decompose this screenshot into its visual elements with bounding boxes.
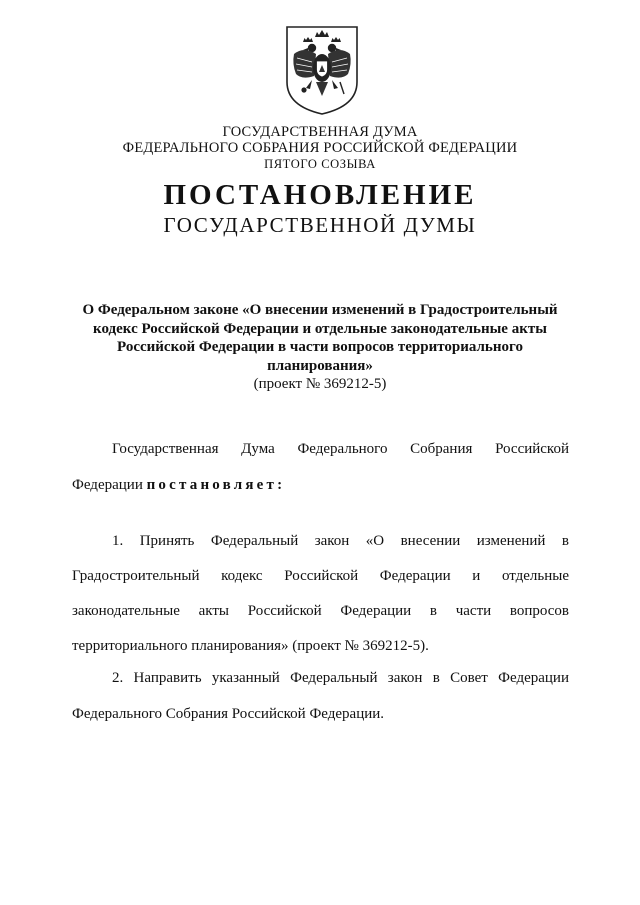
issuer-line-2: ФЕДЕРАЛЬНОГО СОБРАНИЯ РОССИЙСКОЙ ФЕДЕРАЦИИ: [122, 140, 518, 156]
document-subject: [70, 301, 570, 394]
project-number: (проект № 369212-5): [253, 376, 387, 392]
item-1-line-3: законодательные акты Российской Федерации в части вопросов: [72, 603, 569, 619]
issuer-line-1: ГОСУДАРСТВЕННАЯ ДУМА: [222, 124, 418, 140]
preamble-line-2: [72, 477, 569, 494]
item-1-line-2: Градостроительный кодекс Российской Федерации и отдельные: [72, 568, 569, 584]
subject-line: О Федеральном законе «О внесении изменений в Градостроительный: [82, 302, 558, 318]
document-type-subtitle: ГОСУДАРСТВЕННОЙ ДУМЫ: [163, 213, 477, 237]
convocation-line: ПЯТОГО СОЗЫВА: [264, 157, 376, 171]
preamble-text: Федерации: [72, 477, 147, 493]
russian-coat-of-arms-icon: [284, 24, 360, 116]
item-2-line-2: Федерального Собрания Российской Федерации.: [72, 706, 385, 722]
coat-of-arms-emblem: [284, 24, 360, 116]
preamble-colon: :: [277, 477, 286, 493]
resolves-keyword: постановляет: [146, 477, 278, 493]
subject-line: планирования»: [267, 357, 373, 374]
subject-line: Российской Федерации в части вопросов территориального: [117, 339, 523, 355]
preamble-line-1: Государственная Дума Федерального Собрания Российской: [112, 441, 569, 457]
item-1-line-1: 1. Принять Федеральный закон «О внесении изменений в: [112, 533, 569, 549]
document-type-title: ПОСТАНОВЛЕНИЕ: [163, 179, 477, 211]
subject-line: кодекс Российской Федерации и отдельные законодательные акты: [93, 320, 547, 337]
item-2-line-1: 2. Направить указанный Федеральный закон в Совет Федерации: [112, 670, 569, 686]
item-1-line-4: территориального планирования» (проект № 369212-5).: [72, 638, 429, 654]
